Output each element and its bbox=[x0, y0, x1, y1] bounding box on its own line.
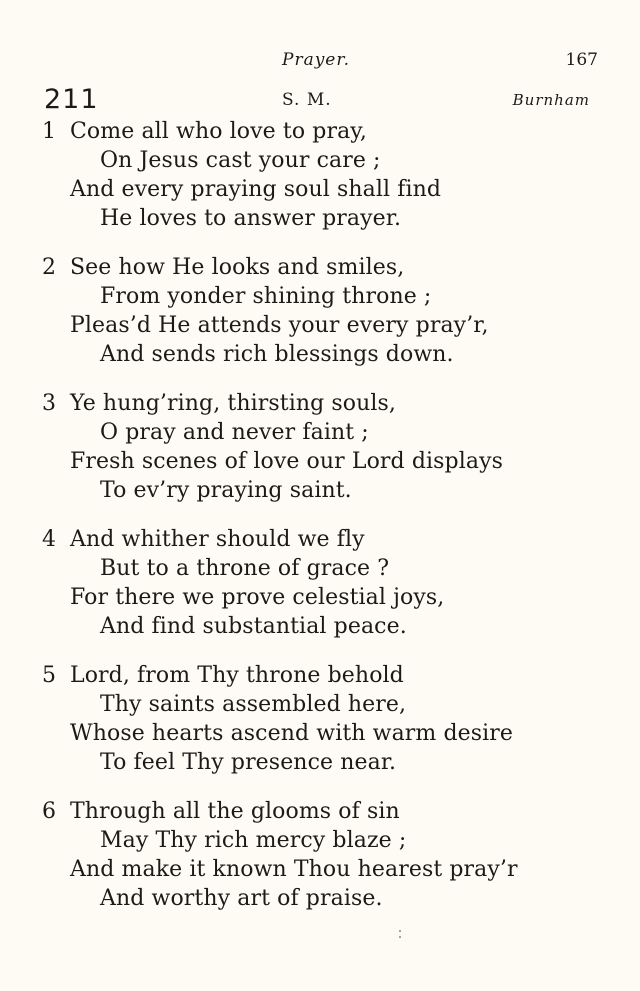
verse-line: Lord, from Thy throne behold bbox=[70, 663, 404, 688]
verse-1 bbox=[0, 117, 640, 253]
verse-number: 6 bbox=[42, 799, 56, 824]
verse-line: And whither should we fly bbox=[70, 527, 365, 552]
ink-specks bbox=[398, 930, 402, 946]
verse-line: But to a throne of grace ? bbox=[100, 556, 390, 581]
verse-line: Through all the glooms of sin bbox=[70, 799, 400, 824]
section-title: Prayer. bbox=[282, 50, 351, 70]
verse-number: 4 bbox=[42, 527, 56, 552]
verse-line: To ev’ry praying saint. bbox=[100, 478, 352, 503]
verse-line: And worthy art of praise. bbox=[100, 886, 383, 911]
page-number: 167 bbox=[565, 50, 598, 70]
verse-line: From yonder shining throne ; bbox=[100, 284, 432, 309]
ink-speck bbox=[399, 936, 401, 938]
verse-line: He loves to answer prayer. bbox=[100, 206, 402, 231]
ink-speck bbox=[399, 930, 401, 932]
tune-name: Burnham bbox=[512, 91, 590, 109]
hymn-number: 211 bbox=[44, 84, 99, 115]
verse-number: 1 bbox=[42, 119, 56, 144]
verse-number: 5 bbox=[42, 663, 56, 688]
verse-line: And find substantial peace. bbox=[100, 614, 407, 639]
verse-line: See how He looks and smiles, bbox=[70, 255, 405, 280]
verse-line: Come all who love to pray, bbox=[70, 119, 367, 144]
verse-4 bbox=[0, 525, 640, 661]
verse-line: And every praying soul shall find bbox=[70, 177, 442, 202]
verse-line: To feel Thy presence near. bbox=[100, 750, 397, 775]
verse-6 bbox=[0, 797, 640, 933]
verse-number: 3 bbox=[42, 391, 56, 416]
verse-line: Fresh scenes of love our Lord displays bbox=[70, 449, 503, 474]
verse-5 bbox=[0, 661, 640, 797]
verse-line: Thy saints assembled here, bbox=[100, 692, 407, 717]
verse-2 bbox=[0, 253, 640, 389]
verse-line: May Thy rich mercy blaze ; bbox=[100, 828, 407, 853]
verse-line: On Jesus cast your care ; bbox=[100, 148, 381, 173]
hymn-meter: S. M. bbox=[282, 90, 332, 110]
running-head bbox=[0, 50, 640, 78]
verse-3 bbox=[0, 389, 640, 525]
hymn-heading bbox=[0, 84, 640, 118]
verse-line: For there we prove celestial joys, bbox=[70, 585, 445, 610]
hymn-verses bbox=[0, 117, 640, 933]
verse-line: And sends rich blessings down. bbox=[100, 342, 454, 367]
verse-line: And make it known Thou hearest pray’r bbox=[70, 857, 518, 882]
verse-line: Whose hearts ascend with warm desire bbox=[70, 721, 514, 746]
verse-line: O pray and never faint ; bbox=[100, 420, 369, 445]
verse-line: Pleas’d He attends your every pray’r, bbox=[70, 313, 489, 338]
verse-number: 2 bbox=[42, 255, 56, 280]
verse-line: Ye hung’ring, thirsting souls, bbox=[70, 391, 396, 416]
